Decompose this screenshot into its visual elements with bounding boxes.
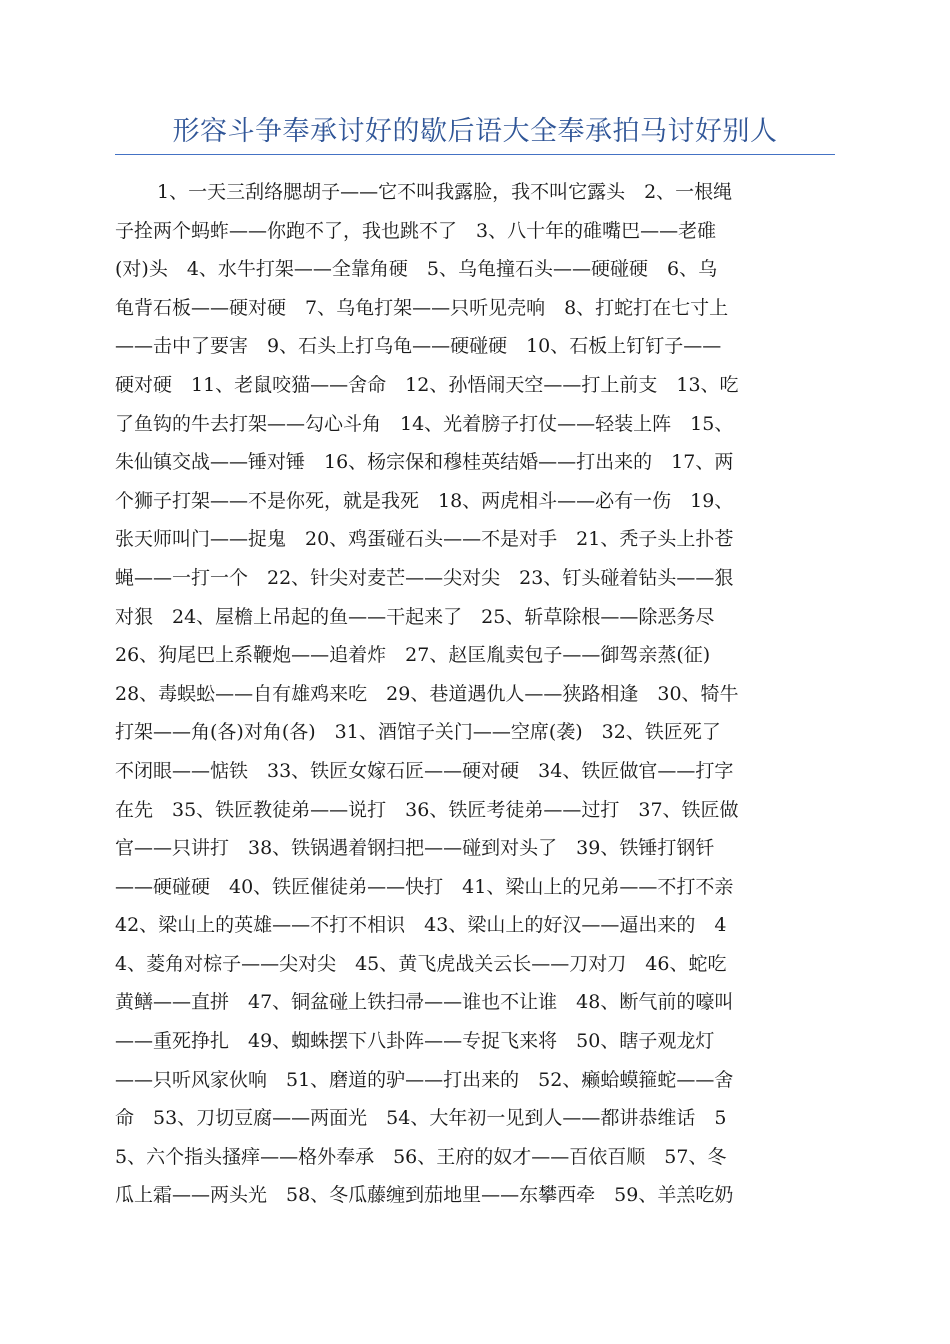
text-line: 42、梁山上的英雄——不打不相识 43、梁山上的好汉——逼出来的 4 [115, 914, 727, 937]
text-line: 朱仙镇交战——锤对锤 16、杨宗保和穆桂英结婚——打出来的 17、两 [115, 451, 734, 474]
document-body [115, 173, 833, 1215]
text-line: 张天师叫门——捉鬼 20、鸡蛋碰石头——不是对手 21、秃子头上扑苍 [115, 528, 734, 551]
text-line: 官——只讲打 38、铁锅遇着钢扫把——碰到对头了 39、铁锤打钢钎 [115, 837, 715, 860]
text-line: 了鱼钩的牛去打架——勾心斗角 14、光着膀子打仗——轻装上阵 15、 [115, 412, 734, 435]
text-line: 不闭眼——惦铁 33、铁匠女嫁石匠——硬对硬 34、铁匠做官——打字 [115, 759, 734, 782]
text-line: 子拴两个蚂蚱——你跑不了，我也跳不了 3、八十年的碓嘴巴——老碓 [115, 219, 717, 242]
text-line: ——只听风家伙响 51、磨道的驴——打出来的 52、癞蛤蟆箍蛇——舍 [115, 1068, 734, 1091]
text-line: (对)头 4、水牛打架——全靠角硬 5、乌龟撞石头——硬碰硬 6、乌 [115, 258, 718, 281]
text-line: 瓜上霜——两头光 58、冬瓜藤缠到茄地里——东攀西牵 59、羊羔吃奶 [115, 1184, 734, 1207]
text-line: ——击中了要害 9、石头上打乌龟——硬碰硬 10、石板上钉钉子—— [115, 335, 722, 358]
text-line: 对狠 24、屋檐上吊起的鱼——干起来了 25、斩草除根——除恶务尽 [115, 605, 715, 628]
text-line: 1、一天三刮络腮胡子——它不叫我露脸，我不叫它露头 2、一根绳 [157, 181, 733, 203]
text-line: 在先 35、铁匠教徒弟——说打 36、铁匠考徒弟——过打 37、铁匠做 [115, 798, 739, 821]
text-line: 龟背石板——硬对硬 7、乌龟打架——只听见壳响 8、打蛇打在七寸上 [115, 296, 729, 319]
text-line: ——重死挣扎 49、蜘蛛摆下八卦阵——专捉飞来将 50、瞎子观龙灯 [115, 1030, 715, 1053]
text-line: 黄鳝——直拼 47、铜盆碰上铁扫帚——谁也不让谁 48、断气前的嚎叫 [115, 991, 734, 1014]
text-line: 打架——角(各)对角(各) 31、酒馆子关门——空席(袭) 32、铁匠死了 [115, 721, 721, 744]
text-line: 28、毒蜈蚣——自有雄鸡来吃 29、巷道遇仇人——狭路相逢 30、犄牛 [115, 682, 739, 705]
text-line: 4、菱角对棕子——尖对尖 45、黄飞虎战关云长——刀对刀 46、蛇吃 [115, 952, 727, 975]
document-title: 形容斗争奉承讨好的歇后语大全奉承拍马讨好别人 [172, 116, 778, 147]
text-line: 26、狗尾巴上系鞭炮——追着炸 27、赵匡胤卖包子——御驾亲蒸(征) [115, 644, 711, 667]
text-line: 个狮子打架——不是你死，就是我死 18、两虎相斗——必有一伤 19、 [115, 489, 734, 512]
text-line: 命 53、刀切豆腐——两面光 54、大年初一见到人——都讲恭维话 5 [115, 1107, 727, 1130]
text-line: ——硬碰硬 40、铁匠催徒弟——快打 41、梁山上的兄弟——不打不亲 [115, 875, 734, 898]
text-line: 蝇——一打一个 22、针尖对麦芒——尖对尖 23、钉头碰着钻头——狠 [115, 566, 734, 589]
title-underline [115, 154, 835, 155]
text-line: 5、六个指头搔痒——格外奉承 56、王府的奴才——百依百顺 57、冬 [115, 1145, 727, 1168]
text-line: 硬对硬 11、老鼠咬猫——舍命 12、孙悟闹天空——打上前支 13、吃 [115, 373, 739, 396]
